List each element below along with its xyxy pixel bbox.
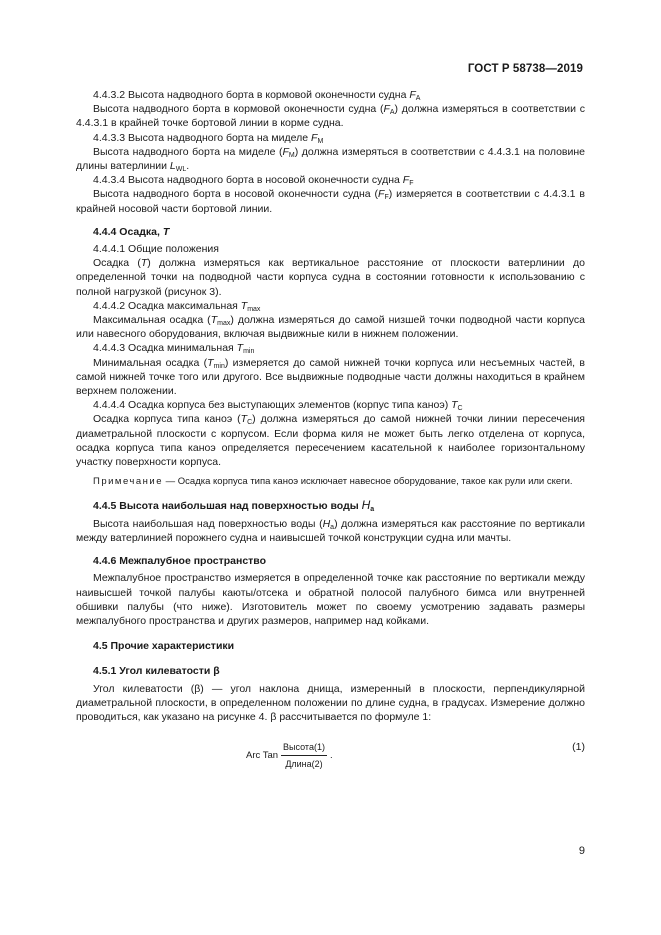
section-4444-title: 4.4.4.4 Осадка корпуса без выступающих элементов (корпус типа каноэ) $T_C$ [93,399,463,413]
formula-dot: . [329,749,333,761]
section-4432-title: 4.4.3.2 Высота надводного борта в кормовой оконечности судна $F_A$ [93,89,421,102]
formula-number: (1) [572,741,585,754]
note-label: Примечание [93,476,163,488]
section-446-body: Межпалубное пространство измеряется в определенной точке как расстояние по вертикали между наивысшей точкой палубы каюты/отсека и обратной полосой палубного бимса или внутренней обшивки палубы (что ниже). Изготовитель может по своему усмотрению задавать размеры межпалубного пространства и других размеров, например над койками. [76,572,585,627]
section-45-heading: 4.5 Прочие характеристики [93,640,235,653]
section-4441-title: 4.4.4.1 Общие положения [93,243,219,256]
section-445-heading: 4.4.5 Высота наибольшая над поверхностью воды $H_a$ [93,498,375,514]
formula-denominator: Длина(2) [285,759,323,770]
page-number: 9 [578,845,585,857]
section-4444-body: Осадка корпуса типа каноэ $(T_C)$ должна измеряться до самой нижней точки линии пересечения диаметральной плоскости с корпусом. Если форма киля не может быть легко отделена от корпуса, осадка корпуса типа каноэ определяется пересечением касательной к наиболее горизонтальному участку поверхности корпуса. [76,413,585,469]
section-4442-title: 4.4.4.2 Осадка максимальная $T_{max}$ [93,299,261,313]
formula-1 [76,734,585,774]
formula-function: Arc Tan [246,749,279,761]
section-451-heading: 4.5.1 Угол килеватости β [93,665,220,678]
section-4433-title: 4.4.3.3 Высота надводного борта на миделе $F_M$ [93,131,324,145]
document-body [76,88,585,774]
formula-fraction [281,740,327,771]
formula-numerator: Высота(1) [281,740,327,756]
section-451-body: Угол килеватости (β) — угол наклона днища, измеренный в плоскости, перпендикулярной диаметральной плоскости, в определенном положении по длине судна, в градусах. Измерение должно проводиться, как указано на рисунке 4. β рассчитывается по формуле 1: [76,682,585,723]
section-444-heading: 4.4.4 Осадка, T [93,225,170,238]
section-4434-body: Высота надводного борта в носовой оконечности судна $(F_F)$ измеряется в соответствии с 4.4.3.1 в крайней носовой части бортовой линии. [76,188,585,215]
section-4432-body: Высота надводного борта в кормовой оконечности судна $(F_A)$ должна измеряться в соответствии с 4.4.3.1 в крайней точке бортовой линии в корме судна. [76,103,585,130]
section-4441-body: Осадка (T) должна измеряться как вертикальное расстояние от плоскости ватерлинии до определенной точки на подводной части корпуса судна в состоянии готовности к использованию с полной нагрузкой (рисунок 3). [76,257,585,298]
section-446-heading: 4.4.6 Межпалубное пространство [93,555,267,568]
section-4443-body: Минимальная осадка $(T_{min})$ измеряется до самой нижней точки корпуса или несъемных частей, в самой нижней точке того или другого. Все выдвижные подводные части должны находиться в крайнем верхнем положении. [76,356,586,398]
section-4443-title: 4.4.4.3 Осадка минимальная $T_{min}$ [93,342,255,356]
section-4434-title: 4.4.3.4 Высота надводного борта в носовой оконечности судна $F_F$ [93,174,414,188]
section-4442-body: Максимальная осадка $(T_{max})$ должна измеряться до самой низшей точки подводной части корпуса или навесного оборудования, включая выдвижные кили в нижнем положении. [76,314,585,341]
standard-header: ГОСТ Р 58738—2019 [467,63,583,75]
note: Примечание — Осадка корпуса типа каноэ исключает навесное оборудование, такое как рули или скеги. [93,476,573,488]
formula-expression [246,740,333,771]
section-445-body: Высота наибольшая над поверхностью воды $(H_a)$ должна измеряться как расстояние по вертикали между ватерлинией порожнего судна и наивысшей точкой конструкции судна или мачты. [76,517,585,544]
section-4433-body: Высота надводного борта на миделе $(F_M)$ должна измеряться в соответствии с 4.4.3.1 на половине длины ватерлинии $L_{WL}$. [76,145,585,174]
